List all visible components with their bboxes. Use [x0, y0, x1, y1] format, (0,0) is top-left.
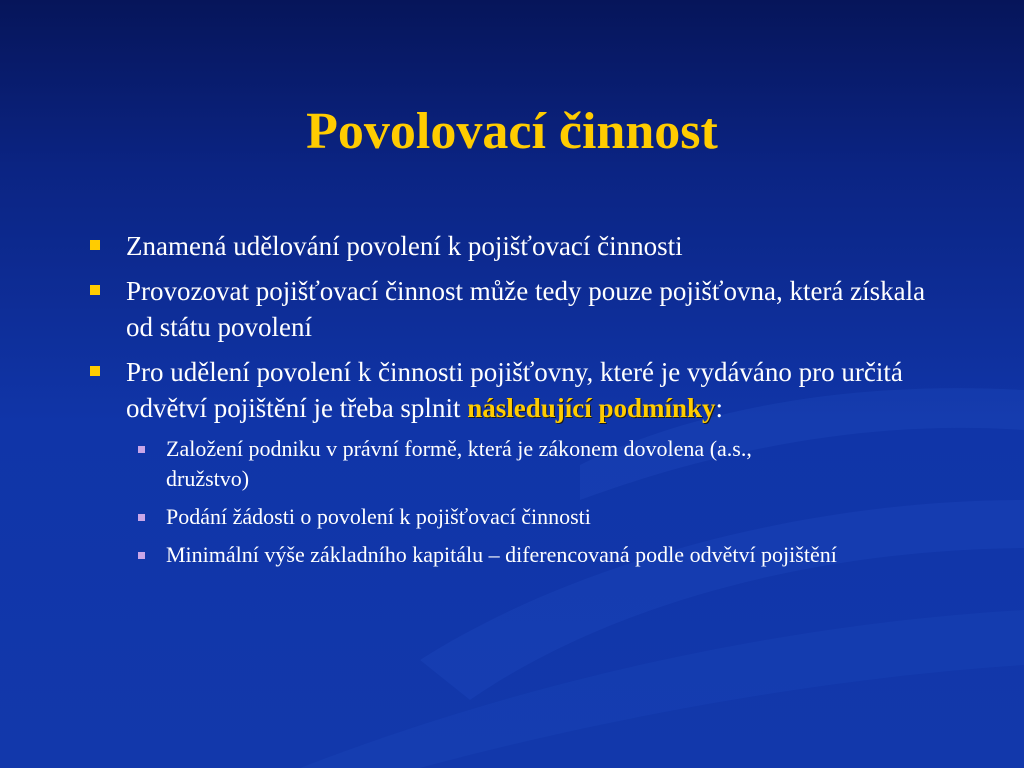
bullet-list [88, 228, 938, 579]
condition-item-1 [134, 434, 786, 494]
square-bullet-icon [90, 366, 100, 376]
condition-text-2: Podání žádosti o povolení k pojišťovací činnosti [166, 504, 591, 529]
small-square-bullet-icon [138, 446, 145, 453]
condition-item-3 [134, 540, 938, 570]
conditions-list [126, 434, 938, 570]
condition-text-1: Založení podniku v právní formě, která je zákonem dovolena (a.s., družstvo) [166, 436, 752, 491]
bullet-text-3-start: Pro udělení povolení k činnosti pojišťovny, které je vydáváno pro určitá odvětví pojištění je třeba splnit [126, 357, 903, 423]
small-square-bullet-icon [138, 514, 145, 521]
bullet-text-3-end: : [715, 393, 724, 423]
condition-text-3: Minimální výše základního kapitálu – diferencovaná podle odvětví pojištění [166, 542, 837, 567]
bullet-text-1: Znamená udělování povolení k pojišťovací činnosti [126, 231, 683, 261]
slide-title: Povolovací činnost [306, 103, 718, 160]
bullet-text-2: Provozovat pojišťovací činnost může tedy pouze pojišťovna, která získala od státu povolení [126, 276, 926, 342]
highlighted-conditions: následující podmínky [467, 393, 716, 423]
bullet-item-3 [88, 354, 938, 570]
square-bullet-icon [90, 240, 100, 250]
bullet-item-1 [88, 228, 938, 264]
condition-item-2 [134, 502, 786, 532]
square-bullet-icon [90, 285, 100, 295]
swoosh-lower-curve [300, 610, 1024, 768]
bullet-item-2 [88, 273, 938, 345]
small-square-bullet-icon [138, 552, 145, 559]
